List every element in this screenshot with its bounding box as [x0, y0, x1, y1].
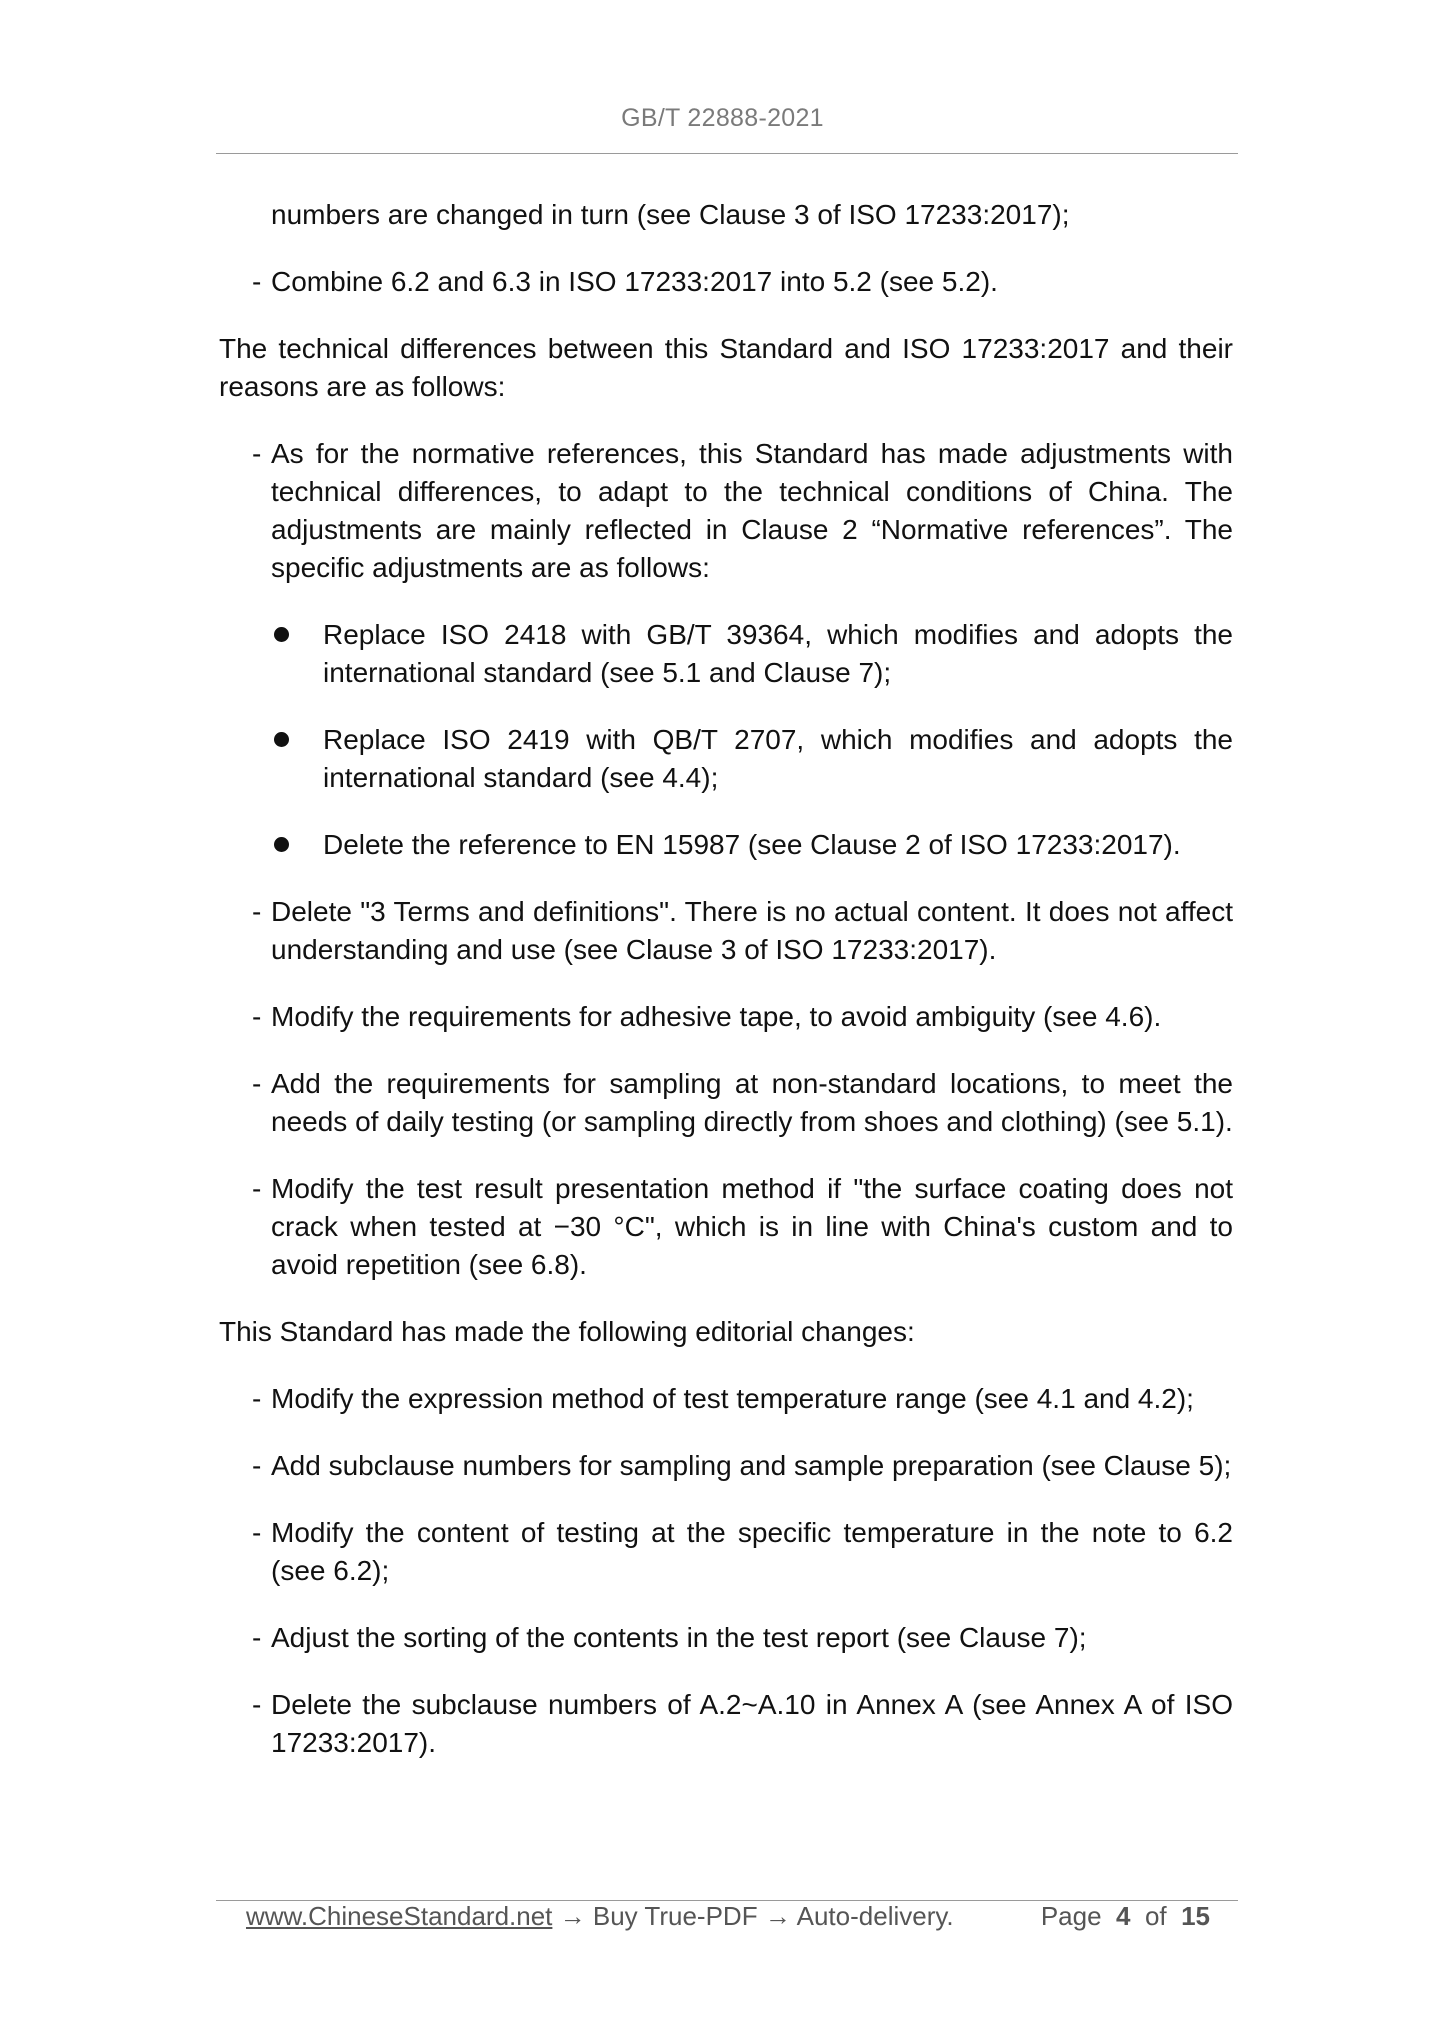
dash-marker: -: [252, 438, 262, 469]
bullet-dot-icon: [274, 732, 289, 747]
list-item-text: As for the normative references, this Standard has made adjustments with technical differences, to adapt to the technical conditions of China. The adjustments are mainly reflected in Clause 2 “Normative references”. The specific adjustments are as follows:: [271, 438, 1233, 583]
buy-text: Buy True-PDF: [592, 1901, 758, 1931]
document-body: [219, 196, 1233, 1791]
list-item-text: Delete "3 Terms and definitions". There is no actual content. It does not affect understanding and use (see Clause 3 of ISO 17233:2017).: [271, 896, 1233, 965]
list-item: [219, 1170, 1233, 1284]
dash-marker: -: [252, 266, 262, 297]
delivery-text: Auto-delivery.: [796, 1901, 954, 1931]
dash-marker: -: [252, 1517, 262, 1548]
page-total: 15: [1181, 1901, 1210, 1931]
list-item: [219, 263, 1233, 301]
bullet-dot-icon: [274, 837, 289, 852]
list-item: [219, 1380, 1233, 1418]
bullet-item: [219, 616, 1233, 692]
paragraph: This Standard has made the following editorial changes:: [219, 1316, 915, 1347]
dash-marker: -: [252, 1450, 262, 1481]
list-item-text: Adjust the sorting of the contents in the test report (see Clause 7);: [271, 1622, 1087, 1653]
list-item-text: Delete the subclause numbers of A.2~A.10 in Annex A (see Annex A of ISO 17233:2017).: [271, 1689, 1233, 1758]
list-item: [219, 998, 1233, 1036]
list-item: [219, 1514, 1233, 1590]
dash-marker: -: [252, 1001, 262, 1032]
page-number: 4: [1116, 1901, 1131, 1931]
arrow-right-icon: →: [764, 1901, 791, 1931]
list-item: [219, 893, 1233, 969]
of-word: of: [1144, 1901, 1167, 1931]
list-item: [219, 435, 1233, 587]
dash-marker: -: [252, 1689, 262, 1720]
list-item: [219, 1065, 1233, 1141]
list-item: [219, 1686, 1233, 1762]
dash-marker: -: [252, 1068, 262, 1099]
site-link[interactable]: www.ChineseStandard.net: [246, 1901, 553, 1931]
dash-marker: -: [252, 1173, 262, 1204]
list-item-text: Modify the expression method of test temperature range (see 4.1 and 4.2);: [271, 1383, 1194, 1414]
list-item: [219, 1619, 1233, 1657]
list-item-text: Add subclause numbers for sampling and sample preparation (see Clause 5);: [271, 1450, 1232, 1481]
list-item-text: Add the requirements for sampling at non-standard locations, to meet the needs of daily testing (or sampling directly from shoes and clothing) (see 5.1).: [271, 1068, 1233, 1137]
paragraph: The technical differences between this Standard and ISO 17233:2017 and their reasons are as follows:: [219, 333, 1233, 402]
page-indicator: [1041, 1901, 1210, 1932]
bullet-item-text: Replace ISO 2418 with GB/T 39364, which modifies and adopts the international standard (see 5.1 and Clause 7);: [323, 619, 1233, 688]
bullet-item-text: Delete the reference to EN 15987 (see Clause 2 of ISO 17233:2017).: [323, 829, 1181, 860]
continued-list-item: numbers are changed in turn (see Clause 3 of ISO 17233:2017);: [271, 199, 1070, 230]
footer-promo: [246, 1901, 954, 1932]
dash-marker: -: [252, 1622, 262, 1653]
page-footer: [246, 1901, 1236, 1937]
bullet-item: [219, 826, 1233, 864]
list-item-text: Modify the requirements for adhesive tape, to avoid ambiguity (see 4.6).: [271, 1001, 1162, 1032]
page-word: Page: [1040, 1901, 1102, 1931]
list-item: [219, 1447, 1233, 1485]
arrow-right-icon: →: [559, 1901, 586, 1931]
list-item-text: Combine 6.2 and 6.3 in ISO 17233:2017 into 5.2 (see 5.2).: [271, 266, 998, 297]
bullet-item-text: Replace ISO 2419 with QB/T 2707, which modifies and adopts the international standard (see 4.4);: [323, 724, 1233, 793]
dash-marker: -: [252, 1383, 262, 1414]
page-header-title: GB/T 22888-2021: [621, 104, 824, 132]
dash-marker: -: [252, 896, 262, 927]
bullet-item: [219, 721, 1233, 797]
bullet-dot-icon: [274, 627, 289, 642]
list-item-text: Modify the content of testing at the specific temperature in the note to 6.2 (see 6.2);: [271, 1517, 1233, 1586]
header-divider: [216, 153, 1238, 154]
list-item-text: Modify the test result presentation method if "the surface coating does not crack when tested at −30 °C", which is in line with China's custom and to avoid repetition (see 6.8).: [271, 1173, 1233, 1280]
